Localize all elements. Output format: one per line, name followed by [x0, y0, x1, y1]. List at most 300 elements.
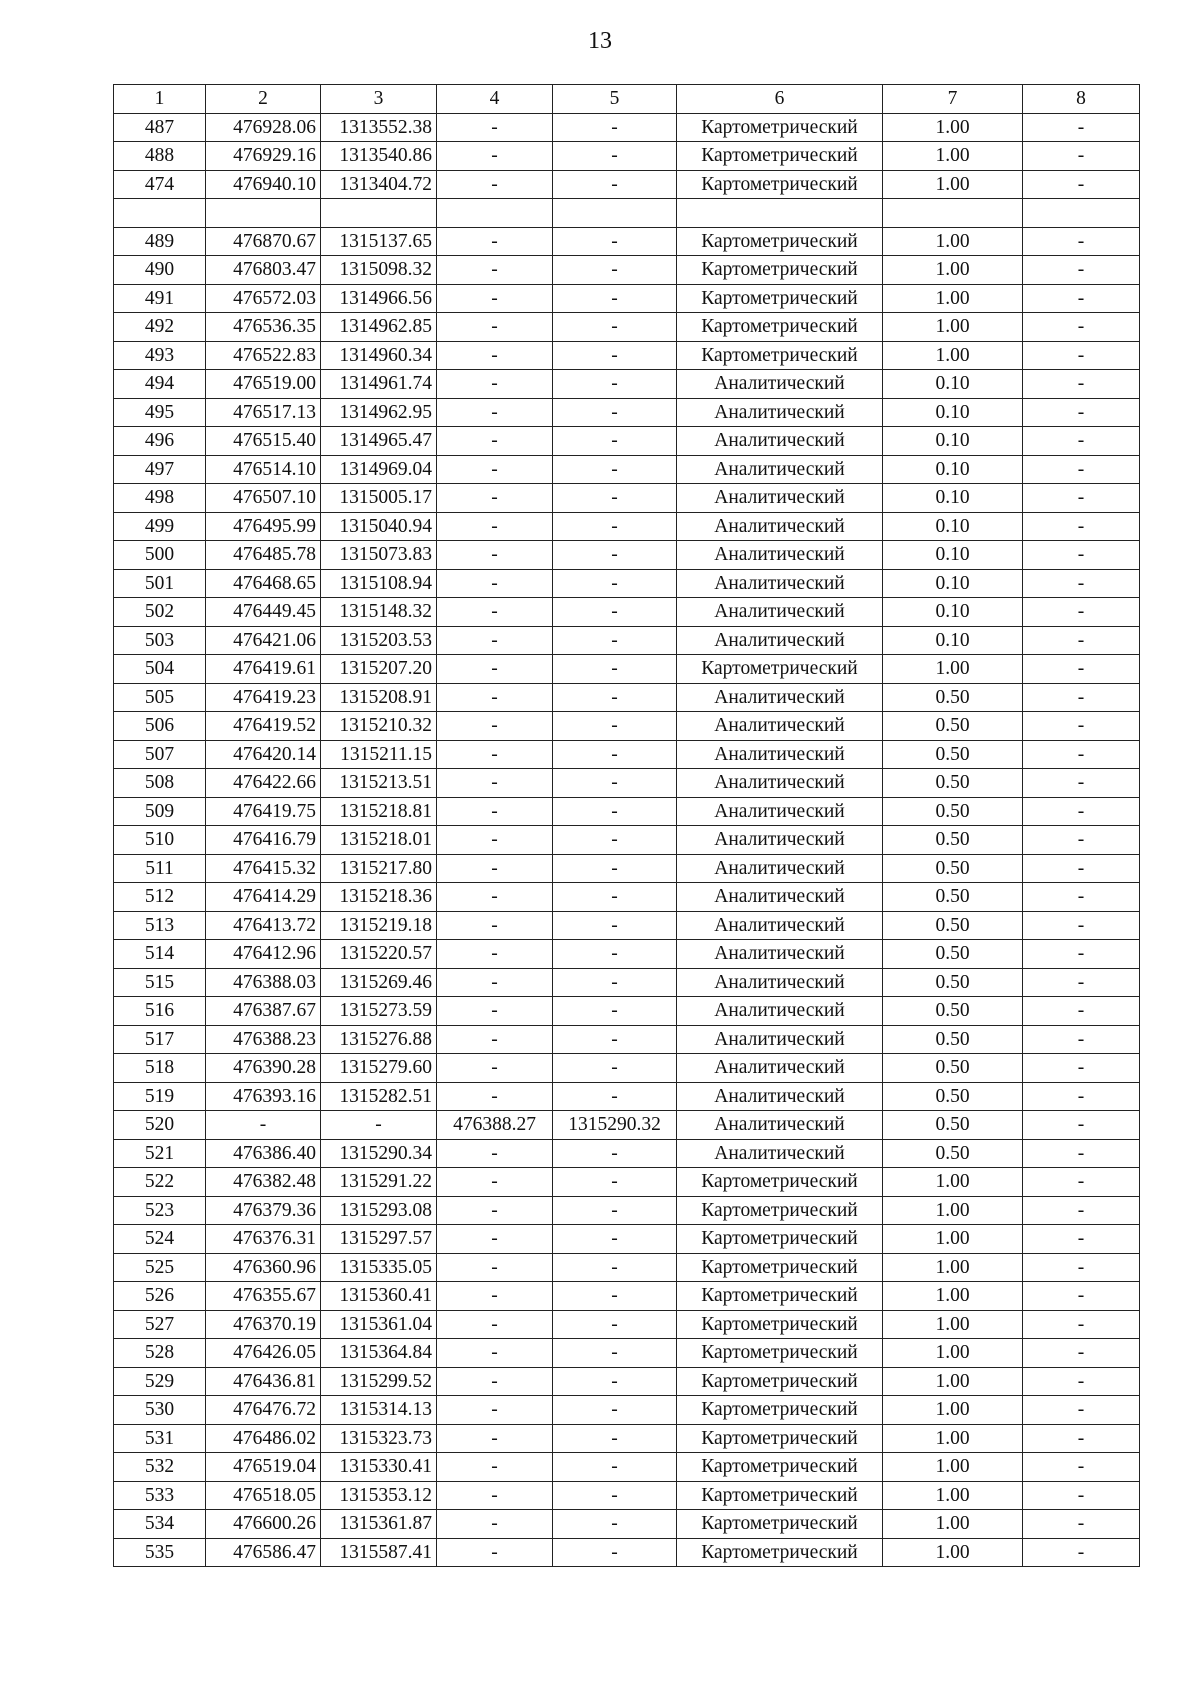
table-cell: -	[553, 455, 677, 484]
table-cell: 0.50	[883, 683, 1023, 712]
table-cell: 476360.96	[206, 1253, 321, 1282]
table-cell: Аналитический	[677, 398, 883, 427]
table-row	[114, 1196, 1140, 1225]
table-cell: -	[553, 655, 677, 684]
table-cell: 506	[114, 712, 206, 741]
table-cell: -	[437, 655, 553, 684]
table-cell: -	[553, 826, 677, 855]
table-row	[114, 1339, 1140, 1368]
table-cell: 474	[114, 170, 206, 199]
table-cell: -	[553, 1082, 677, 1111]
table-cell: -	[553, 712, 677, 741]
table-cell: -	[437, 1367, 553, 1396]
table-cell: -	[1023, 313, 1140, 342]
table-cell: 0.50	[883, 911, 1023, 940]
table-cell: 1.00	[883, 1282, 1023, 1311]
table-row	[114, 1538, 1140, 1567]
table-cell: 1315279.60	[321, 1054, 437, 1083]
table-cell: -	[1023, 997, 1140, 1026]
table-cell: 503	[114, 626, 206, 655]
table-cell: 476519.04	[206, 1453, 321, 1482]
table-cell: -	[437, 626, 553, 655]
table-cell: Аналитический	[677, 1139, 883, 1168]
table-cell: -	[437, 1481, 553, 1510]
table-cell: 1315293.08	[321, 1196, 437, 1225]
table-cell: -	[206, 1111, 321, 1140]
table-row	[114, 398, 1140, 427]
table-cell: -	[437, 227, 553, 256]
table-cell: Картометрический	[677, 341, 883, 370]
table-cell: -	[437, 113, 553, 142]
table-cell: -	[553, 1054, 677, 1083]
table-cell: -	[437, 598, 553, 627]
table-cell: Картометрический	[677, 1310, 883, 1339]
table-cell: 1315314.13	[321, 1396, 437, 1425]
table-cell: 476803.47	[206, 256, 321, 285]
table-cell: -	[1023, 1481, 1140, 1510]
table-cell: 1.00	[883, 1225, 1023, 1254]
table-row	[114, 911, 1140, 940]
table-cell: -	[437, 712, 553, 741]
table-cell: 0.10	[883, 626, 1023, 655]
table-cell: 533	[114, 1481, 206, 1510]
table-cell: 476586.47	[206, 1538, 321, 1567]
table-row	[114, 1139, 1140, 1168]
table-cell: -	[1023, 170, 1140, 199]
table-cell: -	[437, 484, 553, 513]
table-cell: 1315290.32	[553, 1111, 677, 1140]
table-cell: Аналитический	[677, 797, 883, 826]
table-cell: 496	[114, 427, 206, 456]
table-cell: 476355.67	[206, 1282, 321, 1311]
table-cell: -	[553, 911, 677, 940]
table-cell: 1314965.47	[321, 427, 437, 456]
table-cell: -	[553, 1424, 677, 1453]
table-cell: Картометрический	[677, 113, 883, 142]
table-cell: -	[1023, 1396, 1140, 1425]
table-cell: 0.10	[883, 398, 1023, 427]
table-cell: -	[553, 256, 677, 285]
table-row	[114, 1481, 1140, 1510]
table-cell: 476600.26	[206, 1510, 321, 1539]
table-row	[114, 1367, 1140, 1396]
table-cell: 476940.10	[206, 170, 321, 199]
table-cell: -	[1023, 883, 1140, 912]
table-cell: 1315587.41	[321, 1538, 437, 1567]
table-row	[114, 1253, 1140, 1282]
table-cell: Аналитический	[677, 997, 883, 1026]
table-cell: 476393.16	[206, 1082, 321, 1111]
table-cell: 476386.40	[206, 1139, 321, 1168]
table-cell: 1315276.88	[321, 1025, 437, 1054]
table-cell	[677, 199, 883, 228]
table-cell: -	[437, 1396, 553, 1425]
table-row	[114, 740, 1140, 769]
table-cell: 476485.78	[206, 541, 321, 570]
table-cell: -	[1023, 1453, 1140, 1482]
table-cell: -	[553, 740, 677, 769]
table-cell: -	[437, 1424, 553, 1453]
table-cell: 1.00	[883, 256, 1023, 285]
table-cell: -	[553, 769, 677, 798]
table-cell: -	[1023, 911, 1140, 940]
table-cell: 476929.16	[206, 142, 321, 171]
table-cell: 1315203.53	[321, 626, 437, 655]
table-cell: 1315299.52	[321, 1367, 437, 1396]
table-cell: -	[437, 940, 553, 969]
table-cell: -	[1023, 1225, 1140, 1254]
table-row	[114, 199, 1140, 228]
table-cell: 1.00	[883, 113, 1023, 142]
table-cell: -	[553, 968, 677, 997]
table-cell: 476388.27	[437, 1111, 553, 1140]
table-cell: 518	[114, 1054, 206, 1083]
table-cell: -	[553, 370, 677, 399]
table-cell: -	[553, 883, 677, 912]
table-cell: 510	[114, 826, 206, 855]
table-cell: -	[437, 512, 553, 541]
table-cell: Картометрический	[677, 1282, 883, 1311]
table-cell: -	[553, 1310, 677, 1339]
table-row	[114, 1168, 1140, 1197]
table-cell: 476517.13	[206, 398, 321, 427]
table-cell: 0.10	[883, 455, 1023, 484]
table-row	[114, 1082, 1140, 1111]
table-cell: Картометрический	[677, 313, 883, 342]
table-cell: 476419.61	[206, 655, 321, 684]
table-cell: -	[553, 1282, 677, 1311]
table-cell: -	[437, 1168, 553, 1197]
table-cell: -	[553, 113, 677, 142]
table-cell: 476519.00	[206, 370, 321, 399]
table-cell: -	[1023, 1510, 1140, 1539]
table-cell: 1.00	[883, 1538, 1023, 1567]
table-cell: 0.50	[883, 712, 1023, 741]
table-cell: -	[437, 1510, 553, 1539]
table-cell: 476382.48	[206, 1168, 321, 1197]
table-cell: Картометрический	[677, 1481, 883, 1510]
table-cell: -	[553, 170, 677, 199]
table-row	[114, 227, 1140, 256]
table-row	[114, 256, 1140, 285]
table-cell: Аналитический	[677, 1025, 883, 1054]
table-cell: 511	[114, 854, 206, 883]
table-row	[114, 769, 1140, 798]
table-cell: 476870.67	[206, 227, 321, 256]
table-cell: 1315210.32	[321, 712, 437, 741]
table-cell: 515	[114, 968, 206, 997]
table-cell: 476514.10	[206, 455, 321, 484]
table-cell: -	[437, 1196, 553, 1225]
table-cell: Аналитический	[677, 1082, 883, 1111]
table-cell: -	[437, 1025, 553, 1054]
table-cell: -	[437, 1282, 553, 1311]
table-cell: 1315282.51	[321, 1082, 437, 1111]
table-cell: 529	[114, 1367, 206, 1396]
table-cell: Аналитический	[677, 598, 883, 627]
table-cell: 1315361.04	[321, 1310, 437, 1339]
table-cell: -	[1023, 484, 1140, 513]
table-row	[114, 142, 1140, 171]
table-row	[114, 1054, 1140, 1083]
table-cell: 476387.67	[206, 997, 321, 1026]
table-cell: 1315323.73	[321, 1424, 437, 1453]
table-cell: 476376.31	[206, 1225, 321, 1254]
table-cell: 1315297.57	[321, 1225, 437, 1254]
table-cell: 1315218.36	[321, 883, 437, 912]
table-cell: -	[1023, 1111, 1140, 1140]
table-cell: -	[437, 883, 553, 912]
table-cell: 528	[114, 1339, 206, 1368]
table-cell: 1315040.94	[321, 512, 437, 541]
table-cell: Аналитический	[677, 484, 883, 513]
table-row	[114, 427, 1140, 456]
table-cell: 476486.02	[206, 1424, 321, 1453]
table-cell: -	[553, 484, 677, 513]
table-cell: 0.50	[883, 740, 1023, 769]
table-cell: 0.10	[883, 598, 1023, 627]
table-cell: -	[1023, 370, 1140, 399]
table-cell: 476476.72	[206, 1396, 321, 1425]
column-header: 5	[553, 85, 677, 114]
table-cell: 476436.81	[206, 1367, 321, 1396]
table-cell: -	[437, 797, 553, 826]
table-cell: Картометрический	[677, 227, 883, 256]
table-cell: 1.00	[883, 227, 1023, 256]
table-cell: 0.50	[883, 1111, 1023, 1140]
table-cell: Картометрический	[677, 170, 883, 199]
table-cell: -	[553, 541, 677, 570]
table-cell: 1.00	[883, 1310, 1023, 1339]
table-cell: 1315290.34	[321, 1139, 437, 1168]
table-cell: 1315218.81	[321, 797, 437, 826]
table-cell: Аналитический	[677, 940, 883, 969]
table-cell: 1315148.32	[321, 598, 437, 627]
table-cell: -	[1023, 769, 1140, 798]
table-cell: Картометрический	[677, 1367, 883, 1396]
table-cell: Картометрический	[677, 1538, 883, 1567]
table-cell: 1313540.86	[321, 142, 437, 171]
table-row	[114, 170, 1140, 199]
table-cell: Картометрический	[677, 1453, 883, 1482]
table-cell: -	[1023, 512, 1140, 541]
table-row	[114, 1510, 1140, 1539]
table-cell: 494	[114, 370, 206, 399]
table-cell: -	[553, 398, 677, 427]
table-cell: 489	[114, 227, 206, 256]
table-cell: -	[437, 370, 553, 399]
table-cell: -	[553, 1367, 677, 1396]
table-cell: -	[1023, 598, 1140, 627]
table-cell: -	[1023, 142, 1140, 171]
table-row	[114, 341, 1140, 370]
table-cell: -	[1023, 398, 1140, 427]
table-cell: 0.10	[883, 370, 1023, 399]
table-cell: Аналитический	[677, 1111, 883, 1140]
table-cell: -	[1023, 797, 1140, 826]
table-cell: Картометрический	[677, 1253, 883, 1282]
table-cell: Картометрический	[677, 1424, 883, 1453]
table-cell: -	[553, 284, 677, 313]
table-cell: 1.00	[883, 1168, 1023, 1197]
table-cell: -	[437, 569, 553, 598]
table-cell: 0.10	[883, 569, 1023, 598]
table-row	[114, 1396, 1140, 1425]
table-cell: 1315364.84	[321, 1339, 437, 1368]
table-cell: 492	[114, 313, 206, 342]
table-cell: 476414.29	[206, 883, 321, 912]
table-cell: 521	[114, 1139, 206, 1168]
table-cell: 476495.99	[206, 512, 321, 541]
table-cell: 476449.45	[206, 598, 321, 627]
table-cell: 523	[114, 1196, 206, 1225]
table-cell: 476370.19	[206, 1310, 321, 1339]
table-cell: -	[1023, 1082, 1140, 1111]
table-cell: 502	[114, 598, 206, 627]
table-cell: 476420.14	[206, 740, 321, 769]
table-cell: -	[1023, 341, 1140, 370]
table-cell: 1315335.05	[321, 1253, 437, 1282]
table-cell: -	[553, 598, 677, 627]
table-cell: -	[553, 997, 677, 1026]
table-cell: Аналитический	[677, 968, 883, 997]
table-cell: 476415.32	[206, 854, 321, 883]
table-row	[114, 370, 1140, 399]
table-cell: -	[437, 313, 553, 342]
table-cell	[321, 199, 437, 228]
table-cell: 508	[114, 769, 206, 798]
table-cell: -	[1023, 1310, 1140, 1339]
table-cell: 1.00	[883, 284, 1023, 313]
table-cell: Аналитический	[677, 683, 883, 712]
table-cell: -	[437, 997, 553, 1026]
table-row	[114, 1282, 1140, 1311]
table-cell: 1.00	[883, 1253, 1023, 1282]
table-cell: 1315211.15	[321, 740, 437, 769]
table-row	[114, 826, 1140, 855]
table-cell: Аналитический	[677, 883, 883, 912]
table-cell: 1.00	[883, 341, 1023, 370]
table-cell: 476518.05	[206, 1481, 321, 1510]
table-cell: 0.10	[883, 541, 1023, 570]
table-row	[114, 1424, 1140, 1453]
table-cell: -	[437, 1253, 553, 1282]
table-cell: -	[437, 1054, 553, 1083]
table-cell: 1314962.95	[321, 398, 437, 427]
table-cell: 512	[114, 883, 206, 912]
table-cell: -	[437, 826, 553, 855]
table-cell: Картометрический	[677, 1339, 883, 1368]
table-cell: 0.50	[883, 883, 1023, 912]
table-cell	[553, 199, 677, 228]
table-row	[114, 455, 1140, 484]
table-cell: -	[1023, 1196, 1140, 1225]
table-cell: -	[553, 1225, 677, 1254]
table-cell: 1.00	[883, 1510, 1023, 1539]
table-cell: -	[1023, 854, 1140, 883]
table-cell: 1315108.94	[321, 569, 437, 598]
table-cell: 0.50	[883, 1082, 1023, 1111]
table-cell: -	[1023, 740, 1140, 769]
table-cell: 1314969.04	[321, 455, 437, 484]
table-cell: 495	[114, 398, 206, 427]
column-header: 2	[206, 85, 321, 114]
table-cell: 1314960.34	[321, 341, 437, 370]
table-cell: -	[553, 1025, 677, 1054]
table-cell: 1.00	[883, 313, 1023, 342]
table-cell: 0.50	[883, 826, 1023, 855]
table-cell: -	[553, 1396, 677, 1425]
table-cell: 487	[114, 113, 206, 142]
table-cell: 532	[114, 1453, 206, 1482]
table-cell: -	[553, 1139, 677, 1168]
table-cell: -	[437, 455, 553, 484]
table-cell: 1315213.51	[321, 769, 437, 798]
table-cell: 513	[114, 911, 206, 940]
table-cell: 1.00	[883, 1367, 1023, 1396]
table-cell: 522	[114, 1168, 206, 1197]
table-cell: 507	[114, 740, 206, 769]
table-cell: -	[321, 1111, 437, 1140]
table-cell: 1315208.91	[321, 683, 437, 712]
table-cell: Картометрический	[677, 1396, 883, 1425]
table-cell: 1.00	[883, 1424, 1023, 1453]
table-cell	[114, 199, 206, 228]
table-row	[114, 284, 1140, 313]
table-cell: 499	[114, 512, 206, 541]
table-cell: 476379.36	[206, 1196, 321, 1225]
table-cell: -	[553, 1339, 677, 1368]
table-cell: 526	[114, 1282, 206, 1311]
table-cell: Аналитический	[677, 370, 883, 399]
table-cell: -	[437, 142, 553, 171]
table-cell: 530	[114, 1396, 206, 1425]
table-row	[114, 655, 1140, 684]
table-cell: 0.50	[883, 854, 1023, 883]
table-cell: -	[1023, 626, 1140, 655]
table-cell: 476388.23	[206, 1025, 321, 1054]
table-header-row	[114, 85, 1140, 114]
table-cell: 490	[114, 256, 206, 285]
column-header: 8	[1023, 85, 1140, 114]
table-cell: -	[1023, 1538, 1140, 1567]
table-cell: 476421.06	[206, 626, 321, 655]
table-cell: 1315218.01	[321, 826, 437, 855]
table-cell: -	[437, 170, 553, 199]
table-cell: -	[553, 313, 677, 342]
table-cell: 0.50	[883, 1054, 1023, 1083]
table-cell: -	[437, 911, 553, 940]
table-cell: 1315217.80	[321, 854, 437, 883]
table-cell: -	[437, 1082, 553, 1111]
table-cell: -	[1023, 826, 1140, 855]
table-cell: 500	[114, 541, 206, 570]
table-row	[114, 883, 1140, 912]
table-cell: 0.50	[883, 940, 1023, 969]
table-cell: 1315073.83	[321, 541, 437, 570]
table-cell: 1315273.59	[321, 997, 437, 1026]
table-cell: 0.50	[883, 997, 1023, 1026]
table-cell: -	[1023, 227, 1140, 256]
table-cell: 0.50	[883, 968, 1023, 997]
table-cell	[206, 199, 321, 228]
table-cell: 1315207.20	[321, 655, 437, 684]
table-cell: -	[1023, 1282, 1140, 1311]
table-row	[114, 1025, 1140, 1054]
table-cell: Картометрический	[677, 655, 883, 684]
table-cell: -	[437, 284, 553, 313]
table-cell: 1314961.74	[321, 370, 437, 399]
